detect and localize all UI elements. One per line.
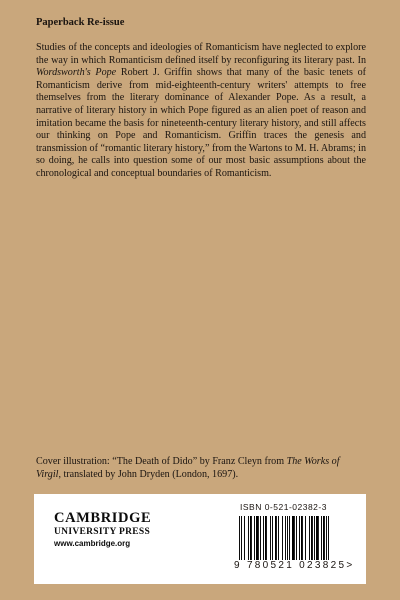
barcode-bar (289, 516, 290, 560)
barcode-bar (263, 516, 264, 560)
barcode-bar (260, 516, 261, 560)
barcode-bar (282, 516, 283, 560)
book-title-italic: Wordsworth's Pope (36, 67, 117, 79)
isbn-barcode (238, 516, 358, 560)
description-part-2: Robert J. Griffin shows that many of the basic tenets of Romanticism derive from mid-eighteenth-century writers' attempts to free themselves from the literary dominance of Alexander Pope. As a result, a narrative of literary history in which Pope figured as an alien poet of reason and imitation became the basis for nineteenth-century literary history, and still affects our thinking on Pope and Romanticism. Griffin traces the genesis and transmission of “romantic literary history,” from the Wartons to M. H. Abrams; in so doing, he calls into question some of our most basic assumptions about the chronological and conceptual boundaries of Romanticism. (36, 67, 366, 179)
barcode-bar (326, 516, 327, 560)
barcode-bar (305, 516, 306, 560)
barcode-bar (287, 516, 288, 560)
publisher-panel (34, 494, 366, 584)
barcode-bar (256, 516, 259, 560)
barcode-bar (254, 516, 255, 560)
barcode-bar (244, 516, 245, 560)
barcode-bar (239, 516, 240, 560)
barcode-bar (272, 516, 273, 560)
publisher-subname: UNIVERSITY PRESS (54, 527, 151, 537)
barcode-bar (250, 516, 252, 560)
description-part-1: Studies of the concepts and ideologies of Romanticism have neglected to explore the way in which Romanticism defined itself by reconfiguring its literary past. In (36, 42, 366, 66)
isbn-label: ISBN 0-521-02382-3 (240, 502, 327, 512)
barcode-bar (314, 516, 315, 560)
barcode-bar (323, 516, 325, 560)
credit-work-title: The Works of Virgil (36, 456, 340, 480)
barcode-bar (248, 516, 249, 560)
barcode-bar (292, 516, 295, 560)
barcode-bar (299, 516, 300, 560)
credit-prefix: Cover illustration: “The Death of Dido” by Franz Cleyn from (36, 456, 287, 467)
barcode-bar (275, 516, 277, 560)
reissue-heading: Paperback Re-issue (36, 17, 125, 28)
barcode-end-arrow: > (346, 560, 355, 571)
barcode-bar (311, 516, 313, 560)
barcode-bar (309, 516, 310, 560)
barcode-digits-text: 9 780521 023825 (234, 560, 347, 571)
barcode-bar (328, 516, 329, 560)
barcode-bar (321, 516, 322, 560)
barcode-bar (301, 516, 303, 560)
barcode-bar (278, 516, 279, 560)
cover-illustration-credit (36, 456, 366, 481)
barcode-bar (265, 516, 267, 560)
barcode-bar (285, 516, 286, 560)
book-description (36, 42, 366, 181)
publisher-url: www.cambridge.org (54, 539, 131, 548)
publisher-logo (54, 511, 151, 549)
barcode-number (234, 560, 362, 571)
barcode-bar (241, 516, 242, 560)
credit-suffix: , translated by John Dryden (London, 1697). (58, 468, 239, 480)
publisher-name: CAMBRIDGE (54, 510, 152, 526)
barcode-bar (296, 516, 297, 560)
barcode-bar (316, 516, 319, 560)
barcode-bar (270, 516, 271, 560)
